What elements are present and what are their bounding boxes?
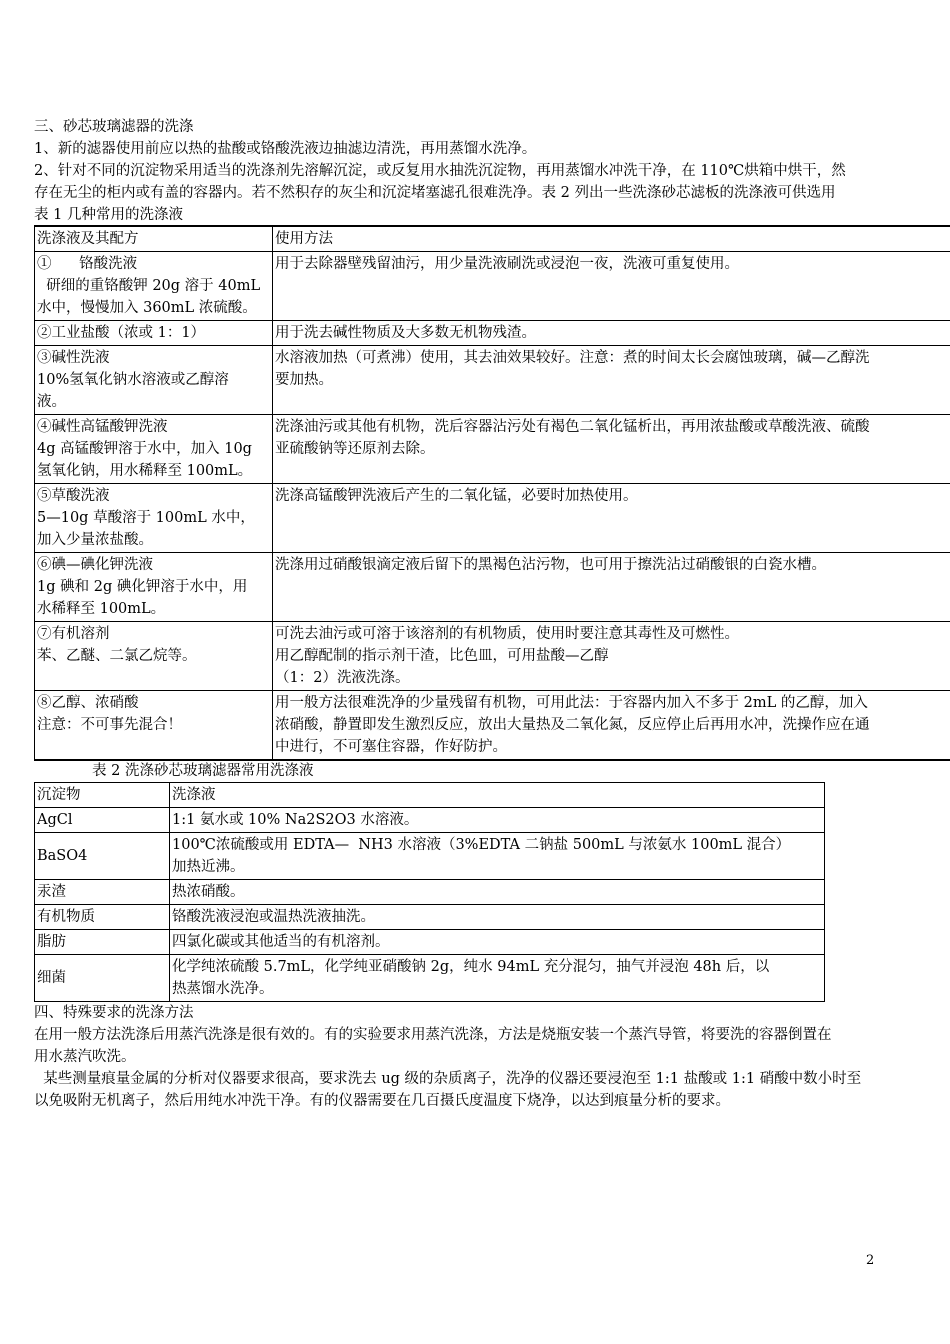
- table-2: [34, 782, 825, 1002]
- usage-cell: [273, 622, 950, 691]
- cell-line: 水溶液加热（可煮沸）使用，其去油效果较好。注意：煮的时间太长会腐蚀玻璃，碱—乙醇洗: [275, 350, 870, 366]
- precipitate-cell: AgCl: [35, 808, 170, 833]
- cell-line: 热蒸馏水洗净。: [172, 981, 274, 997]
- usage-cell: [273, 553, 950, 622]
- recipe-cell: [35, 346, 273, 415]
- page-number: 2: [866, 1253, 875, 1268]
- cell-line: 亚硫酸钠等还原剂去除。: [275, 441, 435, 457]
- table-row: [35, 321, 950, 346]
- cell-line: ②工业盐酸（浓或 1：1）: [37, 325, 206, 341]
- cell-line: 铬酸洗液浸泡或温热洗液抽洗。: [172, 909, 375, 925]
- cell-line: 可洗去油污或可溶于该溶剂的有机物质，使用时要注意其毒性及可燃性。: [275, 626, 739, 642]
- table-row: [35, 905, 825, 930]
- table-row: [35, 346, 950, 415]
- cell-line: ① 铬酸洗液: [37, 256, 138, 272]
- precipitate-cell: BaSO4: [35, 833, 170, 880]
- cell-line: ⑥碘—碘化钾洗液: [37, 557, 153, 573]
- cell-line: 5—10g 草酸溶于 100mL 水中，: [37, 510, 255, 526]
- cell-line: ⑧乙醇、浓硝酸: [37, 695, 139, 711]
- cell-line: （1：2）洗液洗涤。: [275, 670, 410, 686]
- table-1-header-cell: 洗涤液及其配方: [35, 227, 273, 252]
- cell-line: 热浓硝酸。: [172, 884, 245, 900]
- section-3-para-1: 1、新的滤器使用前应以热的盐酸或铬酸洗液边抽滤边清洗，再用蒸馏水洗净。: [34, 141, 537, 157]
- usage-cell: [273, 484, 950, 553]
- section-3-title: 三、砂芯玻璃滤器的洗涤: [34, 119, 194, 135]
- cell-line: 苯、乙醚、二氯乙烷等。: [37, 648, 197, 664]
- section-4-para-2-line-2: 以免吸附无机离子，然后用纯水冲洗干净。有的仪器需要在几百摄氏度温度下烧净，以达到痕量分析的要求。: [34, 1093, 730, 1109]
- table-2-caption: 表 2 洗涤砂芯玻璃滤器常用洗涤液: [92, 763, 314, 779]
- cell-line: 四氯化碳或其他适当的有机溶剂。: [172, 934, 390, 950]
- cell-line: 注意：不可事先混合！: [37, 717, 182, 733]
- table-row: [35, 808, 825, 833]
- wash-liquid-cell: [170, 905, 825, 930]
- recipe-cell: [35, 622, 273, 691]
- usage-cell: [273, 415, 950, 484]
- table-1: [34, 226, 950, 760]
- table-1-header-row: [35, 227, 950, 252]
- wash-liquid-cell: [170, 880, 825, 905]
- table-2-header-row: [35, 783, 825, 808]
- usage-cell: [273, 321, 950, 346]
- cell-line: 加入少量浓盐酸。: [37, 532, 153, 548]
- table-1-header-cell: 使用方法: [273, 227, 950, 252]
- recipe-cell: [35, 415, 273, 484]
- usage-cell: [273, 252, 950, 321]
- precipitate-cell: 细菌: [35, 955, 170, 1002]
- cell-line: 用一般方法很难洗净的少量残留有机物，可用此法：于容器内加入不多于 2mL 的乙醇，加入: [275, 695, 868, 711]
- usage-cell: [273, 346, 950, 415]
- precipitate-cell: 脂肪: [35, 930, 170, 955]
- table-row: [35, 691, 950, 760]
- cell-line: 用乙醇配制的指示剂干渣，比色皿，可用盐酸—乙醇: [275, 648, 609, 664]
- cell-line: ⑦有机溶剂: [37, 626, 110, 642]
- section-4-para-1-line-1: 在用一般方法洗涤后用蒸汽洗涤是很有效的。有的实验要求用蒸汽洗涤，方法是烧瓶安装一个蒸汽导管，将要洗的容器倒置在: [34, 1027, 832, 1043]
- cell-line: 100℃浓硫酸或用 EDTA— NH3 水溶液（3%EDTA 二钠盐 500mL 与浓氨水 100mL 混合）: [172, 837, 791, 853]
- document-body: [34, 116, 950, 1112]
- table-row: [35, 553, 950, 622]
- table-row: [35, 415, 950, 484]
- table-row: [35, 930, 825, 955]
- table-2-header-cell: 沉淀物: [35, 783, 170, 808]
- cell-line: 水稀释至 100mL。: [37, 601, 166, 617]
- cell-line: 10%氢氧化钠水溶液或乙醇溶: [37, 372, 229, 388]
- section-4-para-1-line-2: 用水蒸汽吹洗。: [34, 1049, 136, 1065]
- cell-line: ⑤草酸洗液: [37, 488, 110, 504]
- table-row: [35, 622, 950, 691]
- table-1-caption: 表 1 几种常用的洗涤液: [34, 207, 183, 223]
- cell-line: 用于去除器壁残留油污，用少量洗液刷洗或浸泡一夜，洗液可重复使用。: [275, 256, 739, 272]
- cell-line: 洗涤高锰酸钾洗液后产生的二氧化锰，必要时加热使用。: [275, 488, 638, 504]
- wash-liquid-cell: [170, 930, 825, 955]
- cell-line: 研细的重铬酸钾 20g 溶于 40mL: [37, 278, 261, 294]
- recipe-cell: [35, 484, 273, 553]
- cell-line: ④碱性高锰酸钾洗液: [37, 419, 168, 435]
- section-4-para-2-line-1: 某些测量痕量金属的分析对仪器要求很高，要求洗去 ug 级的杂质离子，洗净的仪器还要浸泡至 1:1 盐酸或 1:1 硝酸中数小时至: [34, 1071, 862, 1087]
- precipitate-cell: 有机物质: [35, 905, 170, 930]
- table-row: [35, 484, 950, 553]
- section-4-title: 四、特殊要求的洗涤方法: [34, 1005, 194, 1021]
- cell-line: 要加热。: [275, 372, 333, 388]
- wash-liquid-cell: [170, 808, 825, 833]
- cell-line: 洗涤油污或其他有机物，洗后容器沾污处有褐色二氧化锰析出，再用浓盐酸或草酸洗液、硫酸: [275, 419, 870, 435]
- cell-line: 液。: [37, 394, 66, 410]
- section-3-para-2-line-1: 2、针对不同的沉淀物采用适当的洗涤剂先溶解沉淀，或反复用水抽洗沉淀物，再用蒸馏水冲洗干净，在 110℃烘箱中烘干，然: [34, 163, 846, 179]
- table-row: [35, 252, 950, 321]
- wash-liquid-cell: [170, 833, 825, 880]
- recipe-cell: [35, 321, 273, 346]
- cell-line: 用于洗去碱性物质及大多数无机物残渣。: [275, 325, 536, 341]
- cell-line: 氢氧化钠，用水稀释至 100mL。: [37, 463, 253, 479]
- cell-line: 1g 碘和 2g 碘化钾溶于水中，用: [37, 579, 248, 595]
- table-row: [35, 955, 825, 1002]
- cell-line: 1:1 氨水或 10% Na2S2O3 水溶液。: [172, 812, 419, 828]
- wash-liquid-cell: [170, 955, 825, 1002]
- precipitate-cell: 汞渣: [35, 880, 170, 905]
- usage-cell: [273, 691, 950, 760]
- table-row: [35, 833, 825, 880]
- cell-line: 水中，慢慢加入 360mL 浓硫酸。: [37, 300, 257, 316]
- recipe-cell: [35, 252, 273, 321]
- cell-line: ③碱性洗液: [37, 350, 110, 366]
- table-2-header-cell: 洗涤液: [170, 783, 825, 808]
- cell-line: 中进行，不可塞住容器，作好防护。: [275, 739, 507, 755]
- cell-line: 浓硝酸，静置即发生激烈反应，放出大量热及二氧化氮，反应停止后再用水冲，洗操作应在通: [275, 717, 870, 733]
- cell-line: 加热近沸。: [172, 859, 245, 875]
- table-row: [35, 880, 825, 905]
- cell-line: 化学纯浓硫酸 5.7mL，化学纯亚硝酸钠 2g，纯水 94mL 充分混匀，抽气并浸泡 48h 后，以: [172, 959, 770, 975]
- recipe-cell: [35, 691, 273, 760]
- section-3-para-2-line-2: 存在无尘的柜内或有盖的容器内。若不然积存的灰尘和沉淀堵塞滤孔很难洗净。表 2 列出一些洗涤砂芯滤板的洗涤液可供选用: [34, 185, 836, 201]
- cell-line: 洗涤用过硝酸银滴定液后留下的黑褐色沾污物，也可用于擦洗沾过硝酸银的白瓷水槽。: [275, 557, 826, 573]
- recipe-cell: [35, 553, 273, 622]
- cell-line: 4g 高锰酸钾溶于水中，加入 10g: [37, 441, 252, 457]
